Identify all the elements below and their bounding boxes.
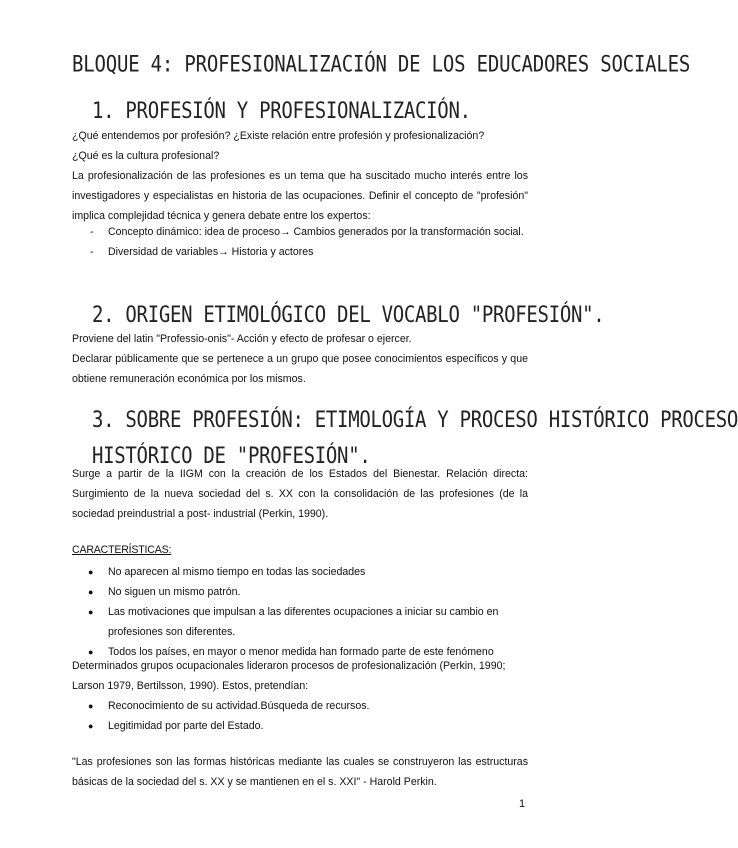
list-item: - Concepto dinámico: idea de proceso→ Cambios generados por la transformación social. xyxy=(90,226,524,238)
section-1-paragraph: La profesionalización de las profesiones es un tema que ha suscitado mucho interés entre los investigadores y especialistas en historia de las ocupaciones. Definir el concepto de "profesión" implica complejidad técnica y genera debate entre los expertos: xyxy=(72,170,528,222)
section-2-paragraph-1: Proviene del latin "Professio-onis"- Acción y efecto de profesar o ejercer. xyxy=(72,333,412,345)
list-item: ● Reconocimiento de su actividad.Búsqueda de recursos. xyxy=(88,700,370,712)
section-3-paragraph-1: Surge a partir de la IIGM con la creación de los Estados del Bienestar. Relación directa: Surgimiento de la nueva sociedad del s. XX con la consolidación de las profesiones (de la sociedad preindustrial a post- industrial (Perkin, 1990). xyxy=(72,468,528,520)
page-number: 1 xyxy=(519,798,526,810)
perkin-quote: "Las profesiones son las formas históricas mediante las cuales se construyeron las estructuras básicas de la sociedad del s. XX y se mantienen en el s. XXI" - Harold Perkin. xyxy=(72,756,528,788)
section-1-question: ¿Qué entendemos por profesión? ¿Existe relación entre profesión y profesionalización? xyxy=(72,130,485,142)
list-item: ● Las motivaciones que impulsan a las diferentes ocupaciones a iniciar su cambio en profesiones son diferentes. xyxy=(88,606,499,638)
list-item: - Diversidad de variables→ Historia y actores xyxy=(90,246,314,258)
document-title: BLOQUE 4: PROFESIONALIZACIÓN DE LOS EDUCADORES SOCIALES xyxy=(72,52,691,78)
list-item: ● Todos los países, en mayor o menor medida han formado parte de este fenómeno xyxy=(88,646,494,658)
section-3-heading-line-2: HISTÓRICO DE "PROFESIÓN". xyxy=(92,443,371,469)
characteristics-list xyxy=(88,562,528,662)
section-2-heading: 2. ORIGEN ETIMOLÓGICO DEL VOCABLO "PROFESIÓN". xyxy=(92,302,605,328)
list-item: ● No aparecen al mismo tiempo en todas las sociedades xyxy=(88,566,366,578)
section-2-paragraph-2: Declarar públicamente que se pertenece a un grupo que posee conocimientos específicos y que obtiene remuneración económica por los mismos. xyxy=(72,353,528,385)
list-item: ● Legitimidad por parte del Estado. xyxy=(88,720,264,732)
section-1-list xyxy=(90,222,528,262)
characteristics-label: CARACTERÍSTICAS: xyxy=(72,544,172,556)
section-1-question-2: ¿Qué es la cultura profesional? xyxy=(72,150,220,162)
section-3-heading-line-1: 3. SOBRE PROFESIÓN: ETIMOLOGÍA Y PROCESO HISTÓRICO PROCESO xyxy=(92,407,738,433)
section-1-heading: 1. PROFESIÓN Y PROFESIONALIZACIÓN. xyxy=(92,98,471,124)
aims-list xyxy=(88,696,528,736)
section-3-paragraph-2: Determinados grupos ocupacionales lideraron procesos de profesionalización (Perkin, 1990; Larson 1979, Bertilsson, 1990). Estos, pretendían: xyxy=(72,660,506,692)
list-item: ● No siguen un mismo patrón. xyxy=(88,586,241,598)
